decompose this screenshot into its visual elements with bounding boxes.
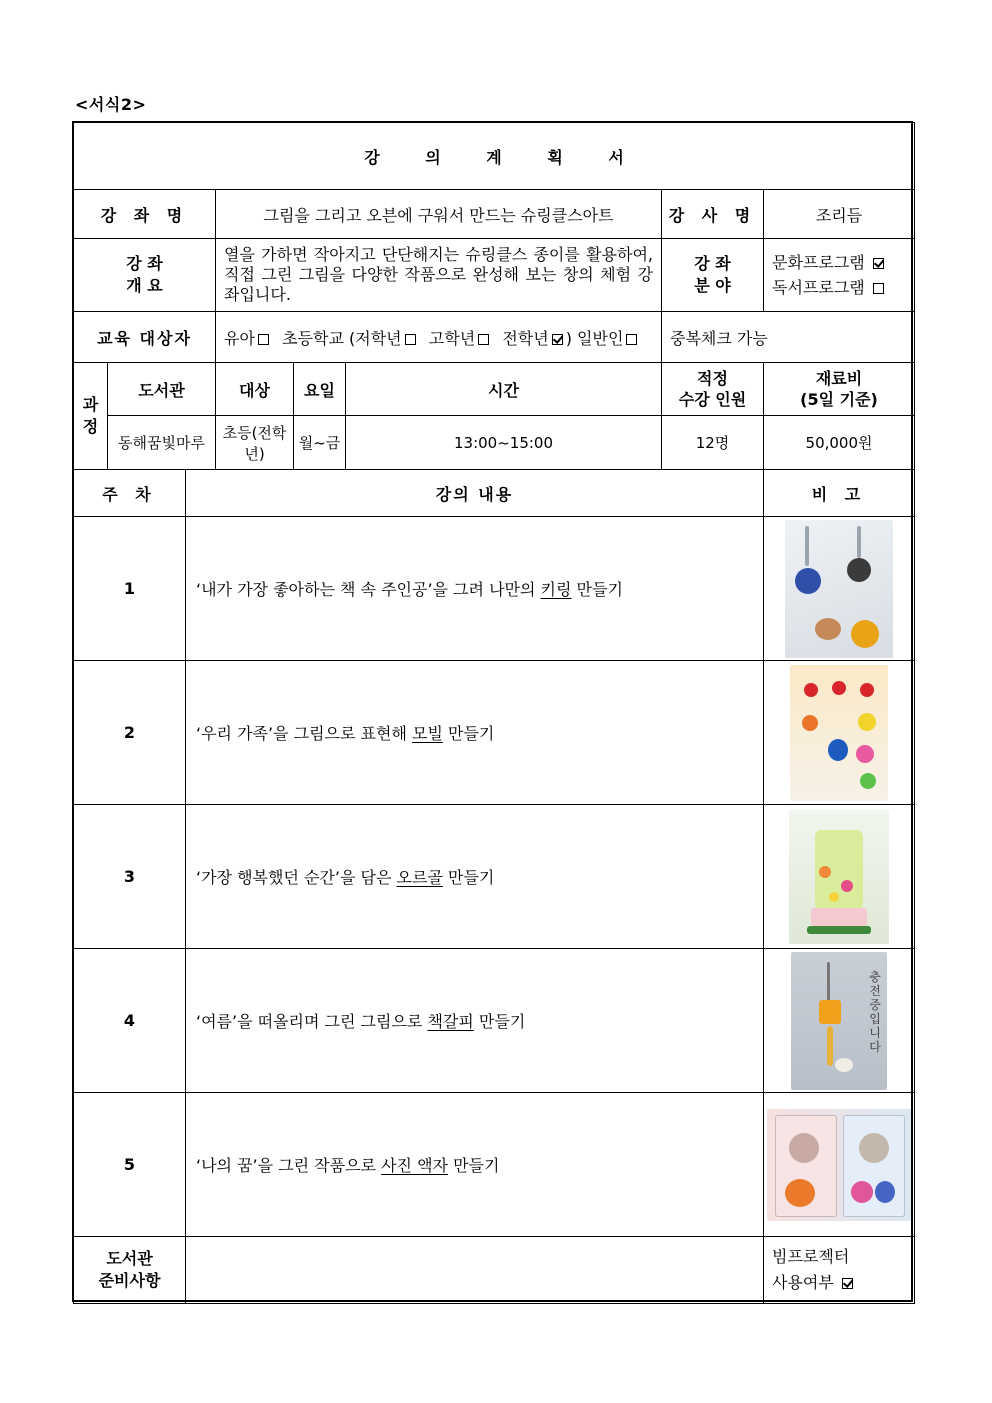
summary-value: 열을 가하면 작아지고 단단해지는 슈링클스 종이를 활용하여, 직접 그린 그림을 다양한 작품으로 완성해 보는 창의 체험 강좌입니다. xyxy=(216,239,662,312)
target-label: 교육 대상자 xyxy=(74,312,216,363)
target-all-label: 전학년 xyxy=(502,328,549,348)
process-label xyxy=(74,363,108,470)
checkbox-adult[interactable] xyxy=(626,334,637,345)
target-upper-label: 고학년 xyxy=(428,328,476,348)
instructor-value: 조리듬 xyxy=(764,190,915,239)
target-elem-label: 초등학교 (저학년 xyxy=(282,328,402,348)
process-header-fee xyxy=(764,363,915,416)
week-photo-cell xyxy=(764,517,915,661)
week-number: 4 xyxy=(74,949,186,1093)
field-label-line2: 분 야 xyxy=(694,276,731,295)
week-photo-cell xyxy=(764,949,915,1093)
schedule-header-week: 주 차 xyxy=(74,470,186,517)
prep-label xyxy=(74,1237,186,1304)
summary-label-line2: 개 요 xyxy=(126,276,163,295)
projector-cell xyxy=(764,1237,915,1304)
week-content-item: 오르골 xyxy=(396,868,443,887)
process-library: 동해꿈빛마루 xyxy=(108,416,216,470)
week-content xyxy=(186,949,764,1093)
week-content xyxy=(186,1093,764,1237)
table-row xyxy=(74,1093,915,1237)
week-content-pre: ‘여름’을 떠올리며 그린 그림으로 xyxy=(196,1012,428,1031)
process-capacity: 12명 xyxy=(662,416,764,470)
field-option-culture-label: 문화프로그램 xyxy=(772,253,865,272)
projector-row xyxy=(772,1270,914,1296)
checkbox-culture[interactable] xyxy=(873,258,884,269)
schedule-header-note: 비 고 xyxy=(764,470,915,517)
week-content-post: 만들기 xyxy=(448,1156,500,1175)
week-content-item: 책갈피 xyxy=(427,1012,474,1031)
process-time: 13:00~15:00 xyxy=(346,416,662,470)
week-content-pre: ‘가장 행복했던 순간’을 담은 xyxy=(196,868,397,887)
week-number: 2 xyxy=(74,661,186,805)
week-photo-cell xyxy=(764,805,915,949)
photo-frame-photo xyxy=(767,1109,911,1221)
week-content-item: 키링 xyxy=(540,580,572,599)
process-header-fee-line1: 재료비 xyxy=(815,369,863,388)
table-row xyxy=(74,517,915,661)
process-header-capacity xyxy=(662,363,764,416)
process-fee: 50,000원 xyxy=(764,416,915,470)
checkbox-reading[interactable] xyxy=(873,283,884,294)
process-header-library: 도서관 xyxy=(108,363,216,416)
week-content-pre: ‘나의 꿈’을 그린 작품으로 xyxy=(196,1156,382,1175)
target-note: 중복체크 가능 xyxy=(662,312,915,363)
checkbox-infant[interactable] xyxy=(258,334,269,345)
form-label: <서식2> xyxy=(75,95,147,114)
checkbox-lower-grade[interactable] xyxy=(405,334,416,345)
week-number: 3 xyxy=(74,805,186,949)
process-header-capacity-line1: 적정 xyxy=(697,369,728,388)
bookmark-photo xyxy=(791,952,887,1090)
table-row xyxy=(74,949,915,1093)
target-options xyxy=(216,312,662,363)
week-content-item: 사진 액자 xyxy=(381,1156,448,1175)
field-option-reading-label: 독서프로그램 xyxy=(772,278,865,297)
week-content xyxy=(186,661,764,805)
field-label xyxy=(662,239,764,312)
checkbox-projector[interactable] xyxy=(842,1278,853,1289)
page-title: 강 의 계 획 서 xyxy=(74,123,915,190)
week-number: 5 xyxy=(74,1093,186,1237)
schedule-header-content: 강의 내용 xyxy=(186,470,764,517)
checkbox-all-grades[interactable] xyxy=(552,334,563,345)
music-box-photo xyxy=(789,810,889,944)
process-header-time: 시간 xyxy=(346,363,662,416)
prep-value xyxy=(186,1237,764,1304)
target-adult-label: ) 일반인 xyxy=(565,328,624,348)
week-content-post: 만들기 xyxy=(571,580,623,599)
process-header-audience: 대상 xyxy=(216,363,294,416)
target-infant-label: 유아 xyxy=(224,328,255,348)
week-content-item: 모빌 xyxy=(412,724,443,743)
course-name-value: 그림을 그리고 오븐에 구워서 만드는 슈링클스아트 xyxy=(216,190,662,239)
instructor-label: 강 사 명 xyxy=(662,190,764,239)
week-content-post: 만들기 xyxy=(473,1012,526,1031)
process-header-fee-line2: (5일 기준) xyxy=(800,390,878,409)
table-row xyxy=(74,661,915,805)
prep-label-line2: 준비사항 xyxy=(98,1271,161,1290)
field-option-reading xyxy=(772,275,914,300)
week-content-pre: ‘내가 가장 좋아하는 책 속 주인공’을 그려 나만의 xyxy=(196,580,541,599)
summary-label-line1: 강 좌 xyxy=(126,254,163,273)
projector-label-line2: 사용여부 xyxy=(772,1273,834,1292)
week-content xyxy=(186,517,764,661)
week-content-post: 만들기 xyxy=(442,724,495,743)
course-name-label: 강 좌 명 xyxy=(74,190,216,239)
week-content xyxy=(186,805,764,949)
prep-label-line1: 도서관 xyxy=(106,1249,153,1268)
field-options xyxy=(764,239,915,312)
week-content-pre: ‘우리 가족’을 그림으로 표현해 xyxy=(196,724,412,743)
mobile-photo xyxy=(790,665,888,801)
week-photo-cell xyxy=(764,661,915,805)
week-content-post: 만들기 xyxy=(442,868,495,887)
process-label-line2: 정 xyxy=(82,417,99,436)
week-number: 1 xyxy=(74,517,186,661)
field-option-culture xyxy=(772,250,914,275)
bookmark-photo-text: 충전 중입니다 xyxy=(869,969,881,1054)
keyring-photo xyxy=(785,520,893,658)
process-day: 월~금 xyxy=(294,416,346,470)
process-header-day: 요일 xyxy=(294,363,346,416)
process-audience: 초등(전학년) xyxy=(216,416,294,470)
field-label-line1: 강 좌 xyxy=(694,254,731,273)
checkbox-upper-grade[interactable] xyxy=(478,334,489,345)
lecture-plan-table xyxy=(73,122,915,1304)
projector-label-line1: 빔프로젝터 xyxy=(772,1247,850,1266)
process-label-line1: 과 xyxy=(82,395,99,414)
table-row xyxy=(74,805,915,949)
week-photo-cell xyxy=(764,1093,915,1237)
process-header-capacity-line2: 수강 인원 xyxy=(678,390,747,409)
summary-label xyxy=(74,239,216,312)
